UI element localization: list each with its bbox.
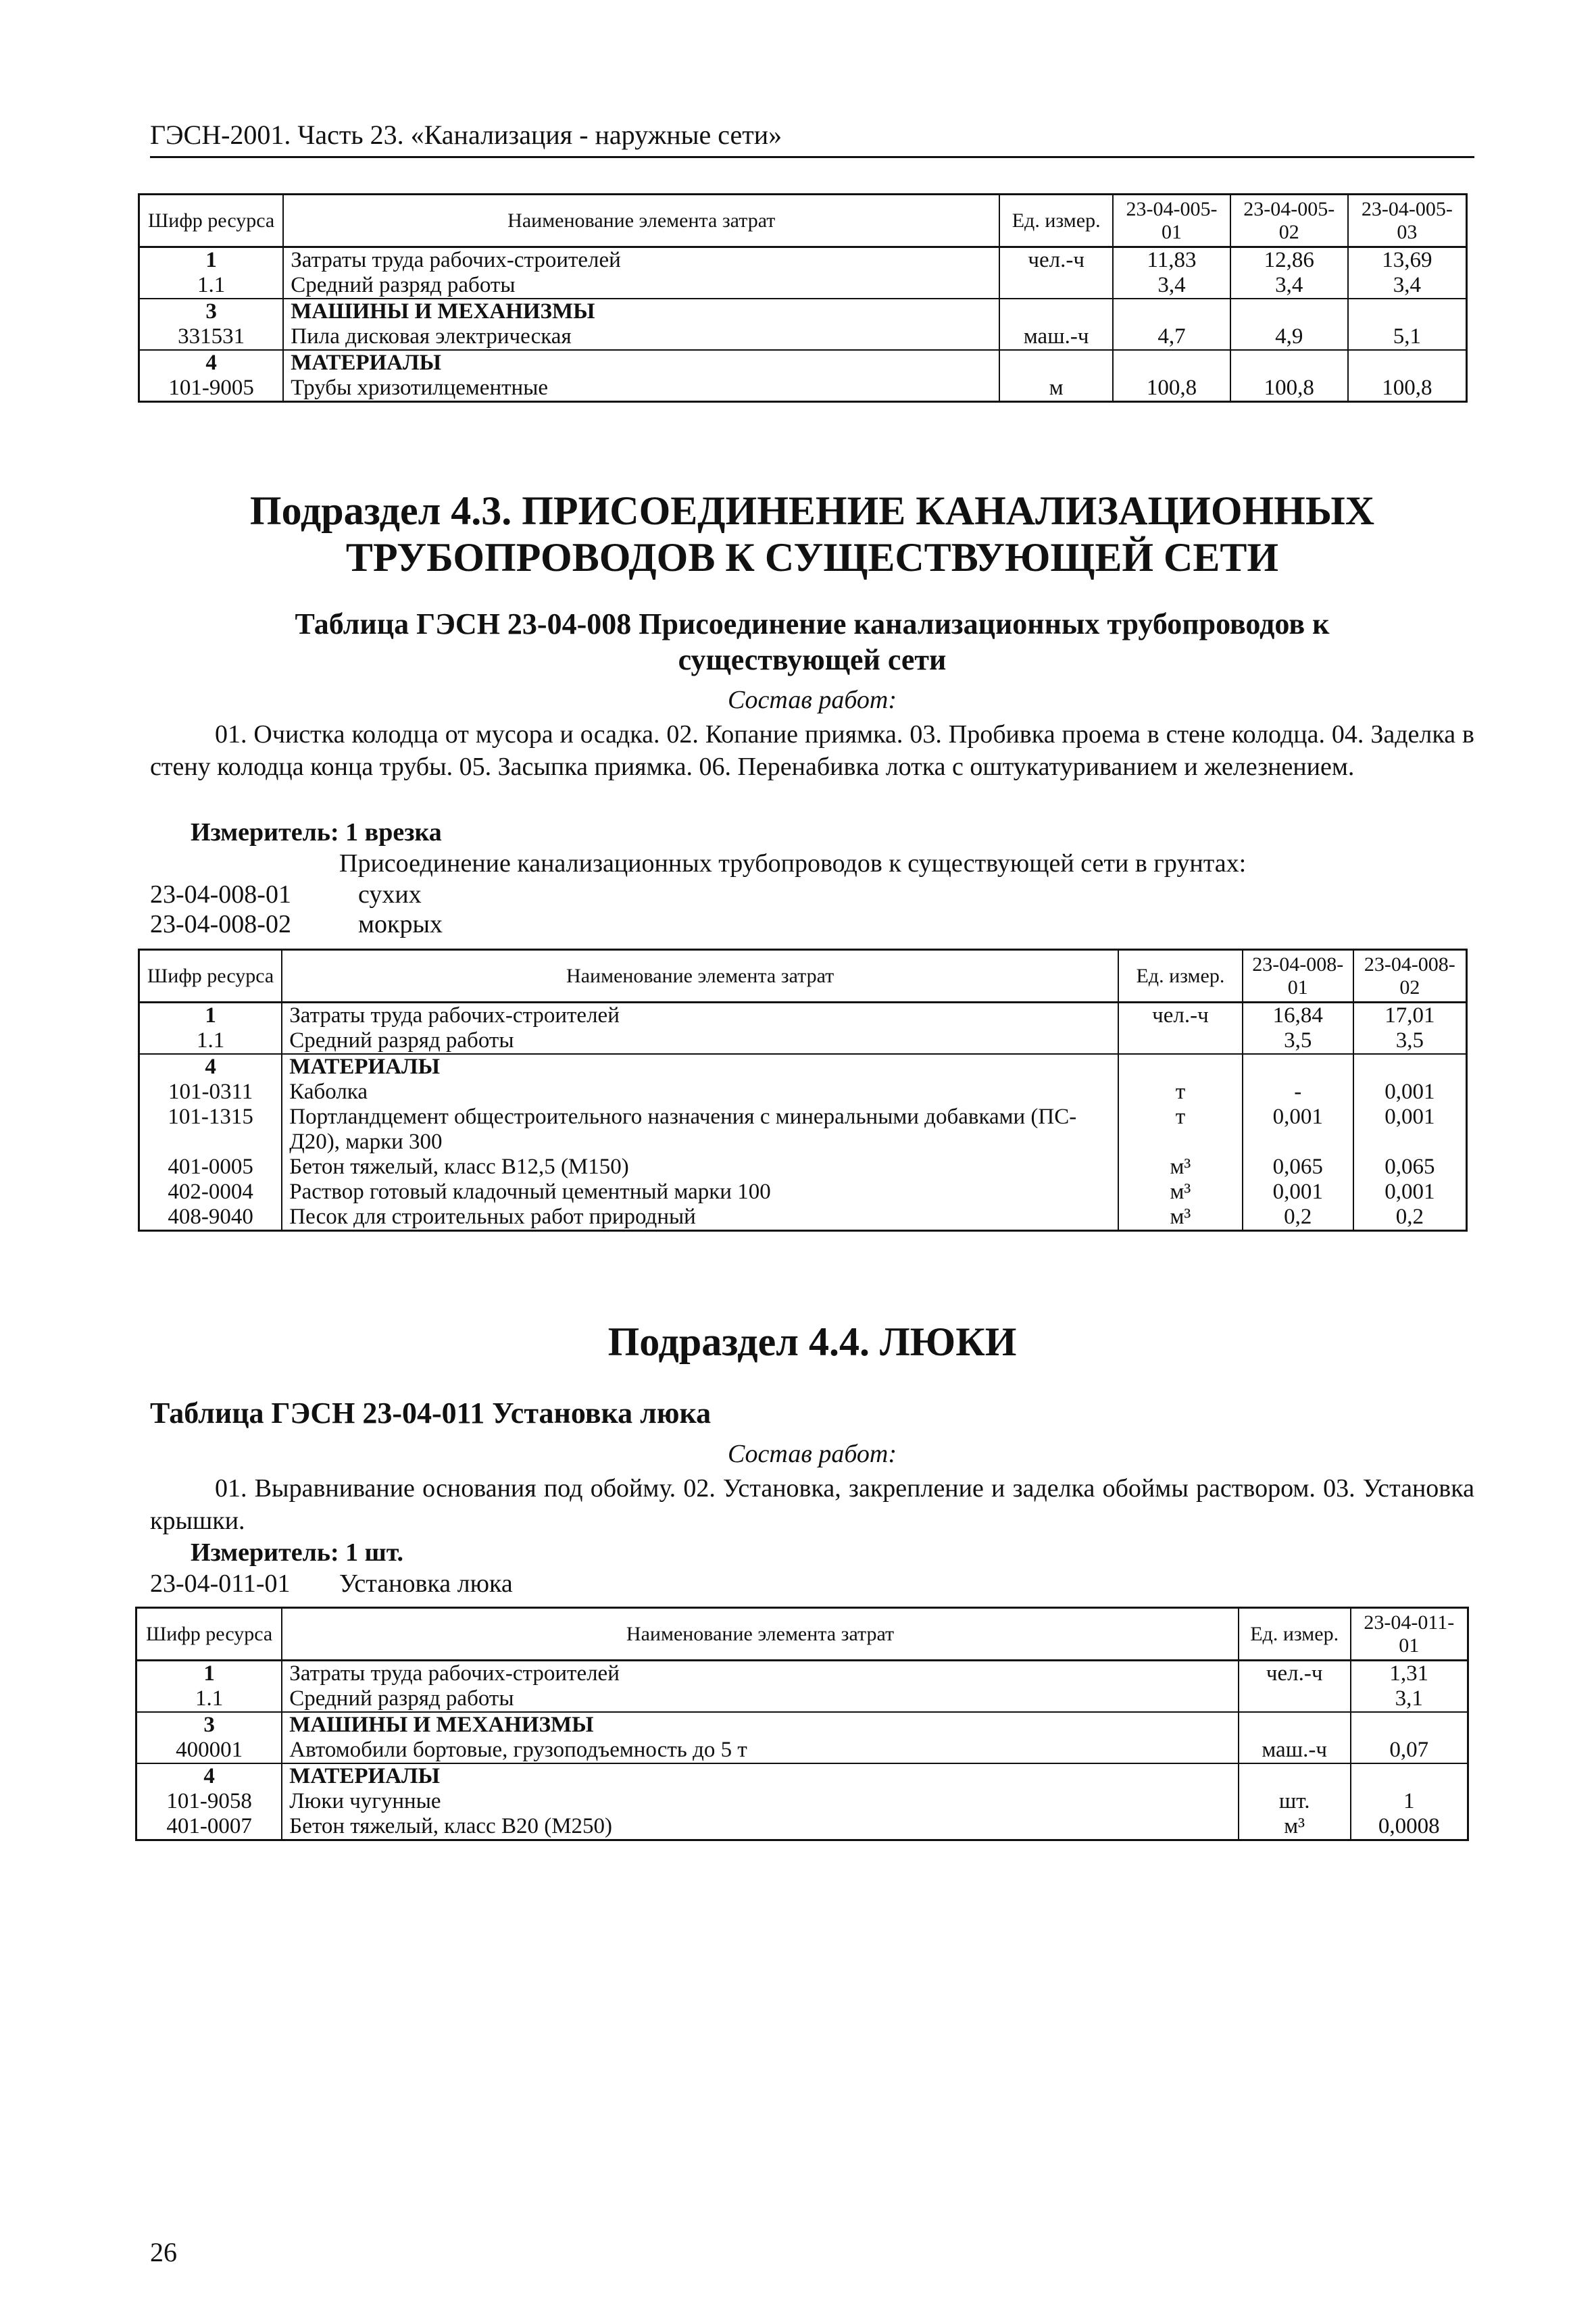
table-row	[139, 1054, 1467, 1080]
resource-name: Люки чугунные	[282, 1789, 1238, 1814]
resource-unit	[1118, 1054, 1243, 1080]
norm-value: 5,1	[1348, 324, 1467, 350]
norm-value: 3,4	[1113, 273, 1230, 299]
resource-unit: маш.-ч	[1239, 1738, 1351, 1763]
col-header-norm: 23-04-008-01	[1243, 950, 1353, 1003]
resource-unit: чел.-ч	[1239, 1661, 1351, 1686]
composition-label: Состав работ:	[727, 1440, 897, 1468]
table-row	[139, 1003, 1467, 1028]
resource-unit: м³	[1118, 1205, 1243, 1230]
composition-label: Состав работ:	[727, 686, 897, 714]
norm-value: 11,83	[1113, 247, 1230, 273]
resource-unit: т	[1118, 1080, 1243, 1105]
table-row	[136, 1686, 1468, 1712]
col-header-code: Шифр ресурса	[139, 195, 284, 247]
col-header-norm: 23-04-008-02	[1353, 950, 1467, 1003]
table-row	[139, 1028, 1467, 1054]
resource-name: Бетон тяжелый, класс В20 (М250)	[282, 1814, 1238, 1840]
resource-name: Песок для строительных работ природный	[282, 1205, 1118, 1230]
table-title: Таблица ГЭСН 23-04-011 Установка люка	[150, 1397, 712, 1430]
norm-value: 4,9	[1230, 324, 1348, 350]
col-header-norm: 23-04-005-03	[1348, 195, 1467, 247]
resource-unit	[1118, 1028, 1243, 1054]
resource-unit: чел.-ч	[1118, 1003, 1243, 1028]
section-title: Подраздел 4.4. ЛЮКИ	[607, 1319, 1017, 1364]
resource-unit: т	[1118, 1105, 1243, 1155]
table-row	[136, 1789, 1468, 1814]
col-header-norm: 23-04-005-02	[1230, 195, 1348, 247]
resource-code: 1	[139, 1003, 282, 1028]
table-row	[139, 273, 1467, 299]
resource-code: 3	[139, 299, 284, 324]
resource-name: Затраты труда рабочих-строителей	[282, 1003, 1118, 1028]
resource-group-name: МАТЕРИАЛЫ	[282, 1763, 1238, 1789]
resource-group-name: МАТЕРИАЛЫ	[282, 1054, 1118, 1080]
resource-code: 3	[136, 1712, 282, 1738]
col-header-name: Наименование элемента затрат	[282, 1608, 1238, 1661]
norm-value: 16,84	[1243, 1003, 1353, 1028]
resource-unit: маш.-ч	[999, 324, 1113, 350]
table-title	[150, 607, 1474, 678]
table-row	[136, 1763, 1468, 1789]
norm-value	[1230, 350, 1348, 376]
norm-value: 3,4	[1348, 273, 1467, 299]
resource-group-name: МАШИНЫ И МЕХАНИЗМЫ	[283, 299, 999, 324]
works-description: 01. Очистка колодца от мусора и осадка. 02. Копание приямка. 03. Пробивка проема в стене колодца. 04. Заделка в стену колодца конца трубы. 05. Засыпка приямка. 06. Перенабивка лотка с оштукатуриванием и железнением.	[150, 720, 1474, 781]
norm-value: 100,8	[1230, 376, 1348, 401]
resource-code: 101-9005	[139, 376, 284, 401]
table-row	[139, 324, 1467, 350]
section-title-line: ТРУБОПРОВОДОВ К СУЩЕСТВУЮЩЕЙ СЕТИ	[345, 535, 1279, 580]
resource-name: Средний разряд работы	[283, 273, 999, 299]
works-description: 01. Выравнивание основания под обойму. 02. Установка, закрепление и заделка обоймы раствором. 03. Установка крышки.	[150, 1474, 1474, 1535]
col-header-norm: 23-04-005-01	[1113, 195, 1230, 247]
norm-value: 13,69	[1348, 247, 1467, 273]
table-row	[139, 1105, 1467, 1155]
norm-value: 3,5	[1243, 1028, 1353, 1054]
resource-code: 1	[139, 247, 284, 273]
resource-name: Пила дисковая электрическая	[283, 324, 999, 350]
page-number: 26	[150, 2237, 177, 2267]
item-label: Установка люка	[339, 1569, 513, 1598]
running-header: ГЭСН-2001. Часть 23. «Канализация - наружные сети»	[150, 119, 1474, 158]
resource-code: 4	[139, 1054, 282, 1080]
norm-value: 0,001	[1243, 1180, 1353, 1205]
resource-code: 402-0004	[139, 1180, 282, 1205]
norm-value: 3,4	[1230, 273, 1348, 299]
norm-value: 0,2	[1353, 1205, 1467, 1230]
norm-value: 1	[1351, 1789, 1468, 1814]
item-code: 23-04-011-01	[150, 1569, 291, 1598]
resource-unit: м³	[1239, 1814, 1351, 1840]
resource-unit: м³	[1118, 1155, 1243, 1180]
norm-value	[1348, 299, 1467, 324]
norm-value: 0,07	[1351, 1738, 1468, 1763]
norm-table-005	[138, 193, 1468, 403]
col-header-norm: 23-04-011-01	[1351, 1608, 1468, 1661]
table-row	[139, 350, 1467, 376]
table-row	[139, 1080, 1467, 1105]
resource-unit: шт.	[1239, 1789, 1351, 1814]
col-header-unit: Ед. измер.	[1239, 1608, 1351, 1661]
resource-code: 1.1	[139, 1028, 282, 1054]
resource-code: 1.1	[136, 1686, 282, 1712]
table-title-line: существующей сети	[678, 643, 947, 676]
norm-value	[1243, 1054, 1353, 1080]
resource-code: 101-9058	[136, 1789, 282, 1814]
norm-value	[1348, 350, 1467, 376]
resource-name: Раствор готовый кладочный цементный марки 100	[282, 1180, 1118, 1205]
resource-name: Трубы хризотилцементные	[283, 376, 999, 401]
resource-group-name: МАШИНЫ И МЕХАНИЗМЫ	[282, 1712, 1238, 1738]
table-row	[139, 1155, 1467, 1180]
norm-value: 0,001	[1353, 1180, 1467, 1205]
table-row	[136, 1712, 1468, 1738]
resource-code: 400001	[136, 1738, 282, 1763]
resource-code: 1.1	[139, 273, 284, 299]
norm-value: 12,86	[1230, 247, 1348, 273]
resource-group-name: МАТЕРИАЛЫ	[283, 350, 999, 376]
resource-name: Средний разряд работы	[282, 1028, 1118, 1054]
norm-value	[1113, 350, 1230, 376]
resource-code: 331531	[139, 324, 284, 350]
measure-unit: Измеритель: 1 шт.	[191, 1538, 404, 1567]
section-title	[150, 488, 1474, 581]
resource-unit	[999, 350, 1113, 376]
resource-name: Затраты труда рабочих-строителей	[282, 1661, 1238, 1686]
items-intro: Присоединение канализационных трубопроводов к существующей сети в грунтах:	[339, 849, 1247, 878]
resource-name: Каболка	[282, 1080, 1118, 1105]
resource-code: 401-0005	[139, 1155, 282, 1180]
resource-unit	[999, 299, 1113, 324]
norm-value: 4,7	[1113, 324, 1230, 350]
table-row	[139, 376, 1467, 401]
resource-name: Автомобили бортовые, грузоподъемность до 5 т	[282, 1738, 1238, 1763]
item-code: 23-04-008-01	[150, 880, 291, 909]
norm-value	[1353, 1054, 1467, 1080]
norm-value: 0,065	[1353, 1155, 1467, 1180]
resource-unit	[999, 273, 1113, 299]
norm-value: -	[1243, 1080, 1353, 1105]
norm-value: 0,001	[1353, 1105, 1467, 1155]
norm-value: 0,001	[1243, 1105, 1353, 1155]
resource-name: Портландцемент общестроительного назначения с минеральными добавками (ПС-Д20), марки 300	[282, 1105, 1118, 1155]
norm-value: 3,5	[1353, 1028, 1467, 1054]
table-row	[139, 247, 1467, 273]
norm-table-008	[138, 949, 1468, 1232]
col-header-code: Шифр ресурса	[139, 950, 282, 1003]
resource-code: 4	[139, 350, 284, 376]
resource-code: 408-9040	[139, 1205, 282, 1230]
norm-value: 0,2	[1243, 1205, 1353, 1230]
col-header-name: Наименование элемента затрат	[283, 195, 999, 247]
norm-value	[1113, 299, 1230, 324]
resource-code: 101-0311	[139, 1080, 282, 1105]
item-label: сухих	[358, 880, 422, 909]
item-code: 23-04-008-02	[150, 910, 291, 938]
resource-unit	[1239, 1763, 1351, 1789]
table-row	[139, 1205, 1467, 1230]
measure-unit: Измеритель: 1 врезка	[191, 818, 442, 847]
table-header-row	[139, 195, 1467, 247]
resource-unit: чел.-ч	[999, 247, 1113, 273]
norm-value: 1,31	[1351, 1661, 1468, 1686]
resource-unit: м³	[1118, 1180, 1243, 1205]
resource-code: 101-1315	[139, 1105, 282, 1155]
resource-code: 4	[136, 1763, 282, 1789]
resource-unit: м	[999, 376, 1113, 401]
table-row	[139, 299, 1467, 324]
norm-value: 17,01	[1353, 1003, 1467, 1028]
table-header-row	[136, 1608, 1468, 1661]
norm-value: 0,065	[1243, 1155, 1353, 1180]
item-label: мокрых	[358, 910, 443, 938]
resource-unit	[1239, 1712, 1351, 1738]
resource-unit	[1239, 1686, 1351, 1712]
norm-value: 100,8	[1113, 376, 1230, 401]
norm-value	[1351, 1712, 1468, 1738]
table-row	[139, 1180, 1467, 1205]
resource-name: Затраты труда рабочих-строителей	[283, 247, 999, 273]
table-row	[136, 1661, 1468, 1686]
col-header-unit: Ед. измер.	[1118, 950, 1243, 1003]
norm-value	[1351, 1763, 1468, 1789]
norm-value: 0,0008	[1351, 1814, 1468, 1840]
norm-value: 3,1	[1351, 1686, 1468, 1712]
col-header-code: Шифр ресурса	[136, 1608, 282, 1661]
norm-table-011	[135, 1607, 1469, 1841]
norm-value: 0,001	[1353, 1080, 1467, 1105]
table-header-row	[139, 950, 1467, 1003]
table-row	[136, 1738, 1468, 1763]
table-title-line: Таблица ГЭСН 23-04-008 Присоединение канализационных трубопроводов к	[295, 607, 1330, 640]
resource-code: 401-0007	[136, 1814, 282, 1840]
col-header-unit: Ед. измер.	[999, 195, 1113, 247]
resource-name: Средний разряд работы	[282, 1686, 1238, 1712]
col-header-name: Наименование элемента затрат	[282, 950, 1118, 1003]
resource-name: Бетон тяжелый, класс В12,5 (М150)	[282, 1155, 1118, 1180]
resource-code: 1	[136, 1661, 282, 1686]
norm-value	[1230, 299, 1348, 324]
section-title-line: Подраздел 4.3. ПРИСОЕДИНЕНИЕ КАНАЛИЗАЦИОННЫХ	[249, 488, 1375, 533]
table-row	[136, 1814, 1468, 1840]
norm-value: 100,8	[1348, 376, 1467, 401]
